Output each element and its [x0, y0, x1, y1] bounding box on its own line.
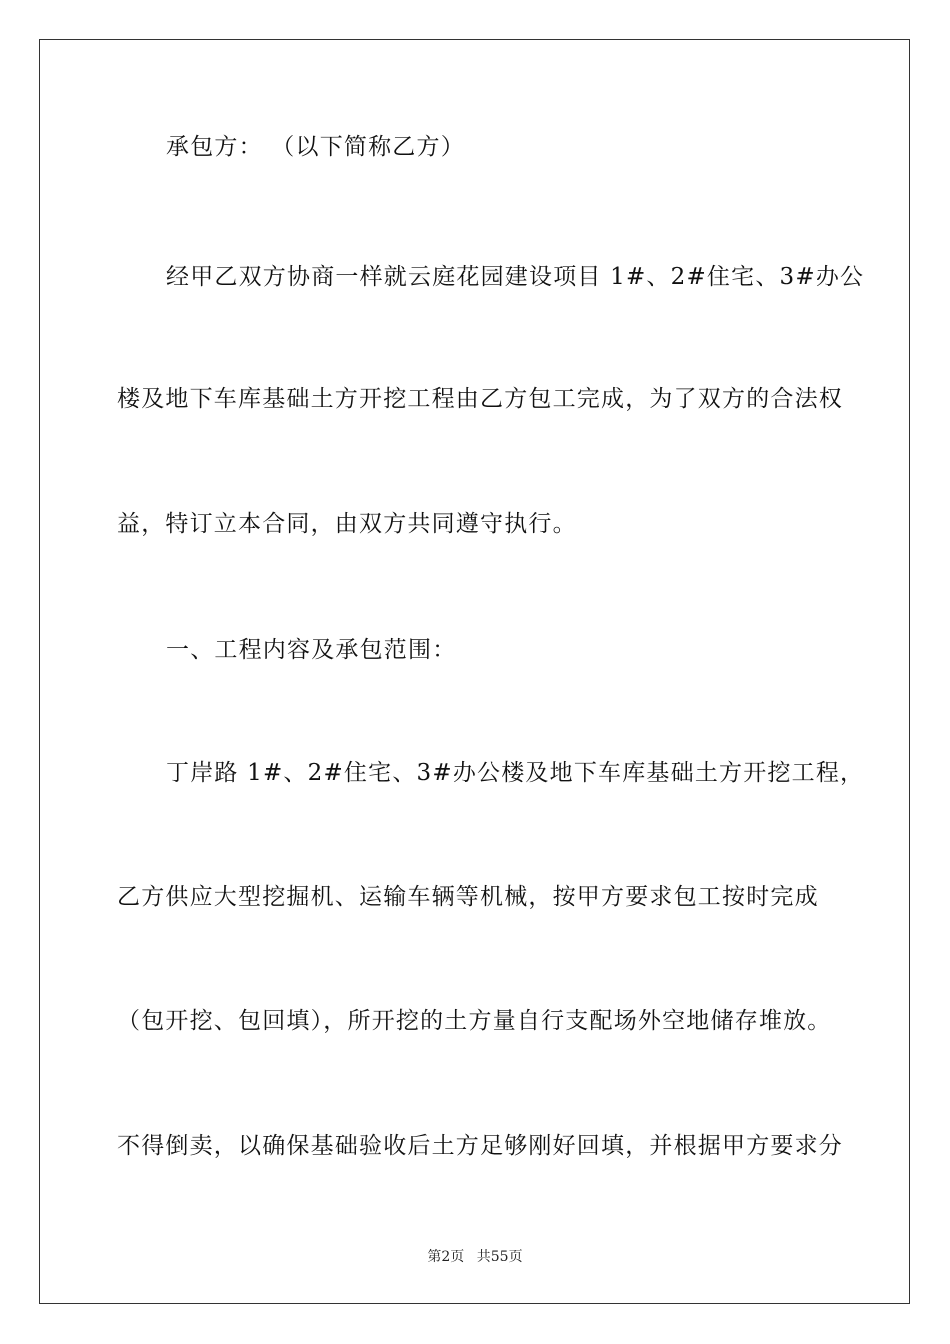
- paragraph-line: 不得倒卖，以确保基础验收后土方足够刚好回填，并根据甲方要求分: [117, 1133, 843, 1159]
- section-heading: 一、工程内容及承包范围：: [166, 637, 457, 663]
- paragraph-line: 益，特订立本合同，由双方共同遵守执行。: [117, 511, 577, 537]
- contractor-line: 承包方： （以下简称乙方）: [166, 134, 465, 160]
- paragraph-line: 经甲乙双方协商一样就云庭花园建设项目 1#、2#住宅、3#办公: [166, 264, 865, 290]
- paragraph-line: 乙方供应大型挖掘机、运输车辆等机械，按甲方要求包工按时完成: [117, 884, 819, 910]
- page-number: 第2页: [427, 1249, 465, 1265]
- page-total: 共55页: [476, 1249, 523, 1265]
- page-footer: [0, 1246, 950, 1266]
- page-border: [39, 39, 910, 1304]
- paragraph-line: 楼及地下车库基础土方开挖工程由乙方包工完成，为了双方的合法权: [117, 386, 843, 412]
- paragraph-line: 丁岸路 1#、2#住宅、3#办公楼及地下车库基础土方开挖工程，: [166, 760, 865, 786]
- paragraph-line: （包开挖、包回填），所开挖的土方量自行支配场外空地储存堆放。: [117, 1008, 832, 1034]
